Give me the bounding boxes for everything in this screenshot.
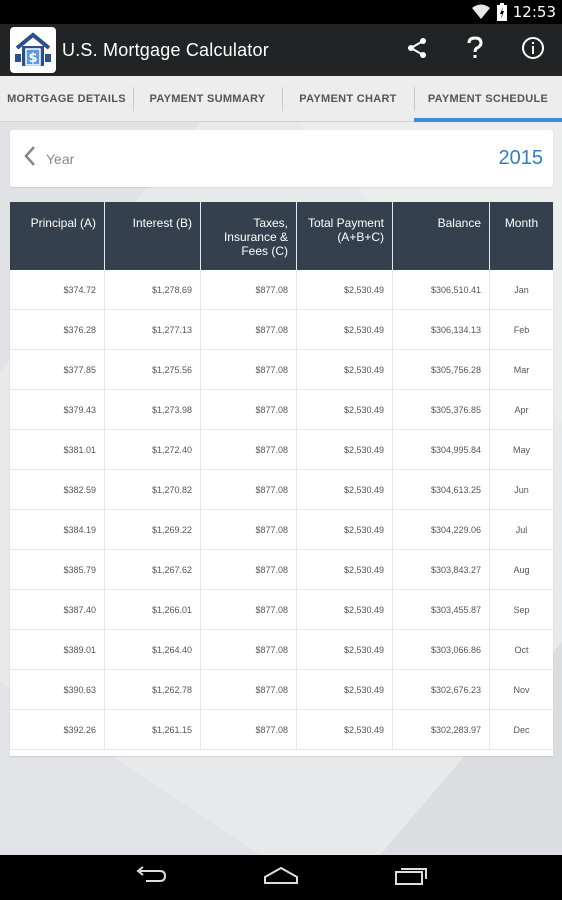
chevron-left-icon xyxy=(23,145,37,172)
cell-taxes: $877.08 xyxy=(201,550,297,589)
cell-balance: $302,676.23 xyxy=(393,670,490,709)
year-label: Year xyxy=(46,150,75,167)
nav-recents-button[interactable] xyxy=(386,862,436,894)
cell-interest: $1,264.40 xyxy=(105,630,201,669)
cell-taxes: $877.08 xyxy=(201,350,297,389)
cell-month: Mar xyxy=(513,364,530,375)
cell-total-payment: $2,530.49 xyxy=(297,310,393,349)
cell-principal: $379.43 xyxy=(10,390,105,429)
cell-balance: $304,613.25 xyxy=(393,470,490,509)
cell-month: Sep xyxy=(513,604,530,615)
cell-total-payment: $2,530.49 xyxy=(297,270,393,309)
table-row xyxy=(10,470,553,510)
cell-principal: $381.01 xyxy=(10,430,105,469)
cell-taxes: $877.08 xyxy=(201,510,297,549)
cell-total-payment: $2,530.49 xyxy=(297,390,393,429)
cell-interest: $1,261.15 xyxy=(105,710,201,749)
cell-taxes: $877.08 xyxy=(201,430,297,469)
cell-interest: $1,267.62 xyxy=(105,550,201,589)
action-bar xyxy=(0,24,562,76)
table-row xyxy=(10,430,553,470)
table-row xyxy=(10,670,553,710)
cell-balance: $305,756.28 xyxy=(393,350,490,389)
help-icon xyxy=(465,36,485,65)
cell-month: Jan xyxy=(514,284,529,295)
cell-total-payment: $2,530.49 xyxy=(297,590,393,629)
nav-home-button[interactable] xyxy=(256,862,306,894)
cell-month: Apr xyxy=(514,404,529,415)
cell-interest: $1,270.82 xyxy=(105,470,201,509)
cell-total-payment: $2,530.49 xyxy=(297,510,393,549)
nav-back-icon xyxy=(134,865,168,890)
app-title: U.S. Mortgage Calculator xyxy=(62,39,269,60)
cell-balance: $303,843.27 xyxy=(393,550,490,589)
info-icon xyxy=(521,36,545,65)
table-row xyxy=(10,710,553,750)
tab-payment-chart[interactable]: PAYMENT CHART xyxy=(282,76,414,121)
cell-principal: $384.19 xyxy=(10,510,105,549)
cell-total-payment: $2,530.49 xyxy=(297,710,393,749)
cell-taxes: $877.08 xyxy=(201,670,297,709)
cell-total-payment: $2,530.49 xyxy=(297,670,393,709)
status-time: 12:53 xyxy=(512,3,556,21)
table-row xyxy=(10,630,553,670)
year-selector xyxy=(10,130,553,187)
cell-balance: $303,455.87 xyxy=(393,590,490,629)
cell-interest: $1,273.98 xyxy=(105,390,201,429)
cell-balance: $303,066.86 xyxy=(393,630,490,669)
cell-principal: $385.79 xyxy=(10,550,105,589)
header-principal: Principal (A) xyxy=(10,202,105,270)
cell-balance: $304,229.06 xyxy=(393,510,490,549)
table-row xyxy=(10,390,553,430)
cell-principal: $377.85 xyxy=(10,350,105,389)
cell-balance: $306,134.13 xyxy=(393,310,490,349)
nav-back-button[interactable] xyxy=(126,862,176,894)
previous-year-button[interactable] xyxy=(16,139,44,179)
cell-balance: $302,283.97 xyxy=(393,710,490,749)
cell-taxes: $877.08 xyxy=(201,590,297,629)
cell-balance: $304,995.84 xyxy=(393,430,490,469)
header-month: Month xyxy=(504,216,539,230)
cell-month: Feb xyxy=(513,324,530,335)
tab-payment-summary[interactable]: PAYMENT SUMMARY xyxy=(133,76,282,121)
table-header xyxy=(10,202,553,270)
cell-principal: $389.01 xyxy=(10,630,105,669)
cell-interest: $1,272.40 xyxy=(105,430,201,469)
cell-interest: $1,278.69 xyxy=(105,270,201,309)
cell-month: May xyxy=(512,444,530,455)
cell-taxes: $877.08 xyxy=(201,310,297,349)
cell-total-payment: $2,530.49 xyxy=(297,470,393,509)
cell-month: Nov xyxy=(513,684,530,695)
cell-principal: $376.28 xyxy=(10,310,105,349)
cell-interest: $1,269.22 xyxy=(105,510,201,549)
cell-interest: $1,262.78 xyxy=(105,670,201,709)
header-taxes: Taxes, Insurance & Fees (C) xyxy=(201,202,297,270)
cell-principal: $382.59 xyxy=(10,470,105,509)
cell-total-payment: $2,530.49 xyxy=(297,630,393,669)
cell-month: Aug xyxy=(513,564,530,575)
year-value[interactable]: 2015 xyxy=(498,147,543,169)
help-button[interactable] xyxy=(446,24,504,76)
table-row xyxy=(10,310,553,350)
system-nav-bar xyxy=(0,855,562,900)
share-button[interactable] xyxy=(388,24,446,76)
cell-interest: $1,275.56 xyxy=(105,350,201,389)
tab-bar xyxy=(0,76,562,122)
cell-total-payment: $2,530.49 xyxy=(297,430,393,469)
cell-month: Jul xyxy=(515,524,528,535)
cell-principal: $374.72 xyxy=(10,270,105,309)
table-body xyxy=(10,270,553,750)
svg-text:$: $ xyxy=(28,51,38,66)
table-row xyxy=(10,350,553,390)
cell-total-payment: $2,530.49 xyxy=(297,350,393,389)
header-total-payment: Total Payment (A+B+C) xyxy=(297,202,393,270)
table-row xyxy=(10,510,553,550)
battery-charging-icon xyxy=(497,3,507,21)
nav-recents-icon xyxy=(394,865,428,890)
cell-principal: $387.40 xyxy=(10,590,105,629)
cell-month: Dec xyxy=(513,724,530,735)
cell-interest: $1,277.13 xyxy=(105,310,201,349)
cell-month: Jun xyxy=(514,484,529,495)
cell-balance: $305,376.85 xyxy=(393,390,490,429)
cell-month: Oct xyxy=(514,644,529,655)
header-interest: Interest (B) xyxy=(105,202,201,270)
cell-principal: $390.63 xyxy=(10,670,105,709)
wifi-icon xyxy=(471,4,491,20)
header-balance: Balance xyxy=(393,202,490,270)
cell-taxes: $877.08 xyxy=(201,270,297,309)
cell-taxes: $877.08 xyxy=(201,630,297,669)
tab-mortgage-details[interactable]: MORTGAGE DETAILS xyxy=(7,92,126,105)
share-icon xyxy=(405,36,429,65)
house-dollar-icon xyxy=(10,27,56,73)
table-row xyxy=(10,590,553,630)
cell-taxes: $877.08 xyxy=(201,390,297,429)
tab-payment-schedule[interactable]: PAYMENT SCHEDULE xyxy=(414,76,562,121)
cell-taxes: $877.08 xyxy=(201,710,297,749)
status-bar xyxy=(0,0,562,24)
table-row xyxy=(10,270,553,310)
cell-principal: $392.26 xyxy=(10,710,105,749)
table-row xyxy=(10,550,553,590)
cell-interest: $1,266.01 xyxy=(105,590,201,629)
cell-total-payment: $2,530.49 xyxy=(297,550,393,589)
info-button[interactable] xyxy=(504,24,562,76)
cell-balance: $306,510.41 xyxy=(393,270,490,309)
payment-schedule-table xyxy=(10,202,553,756)
nav-home-icon xyxy=(263,865,299,890)
cell-taxes: $877.08 xyxy=(201,470,297,509)
